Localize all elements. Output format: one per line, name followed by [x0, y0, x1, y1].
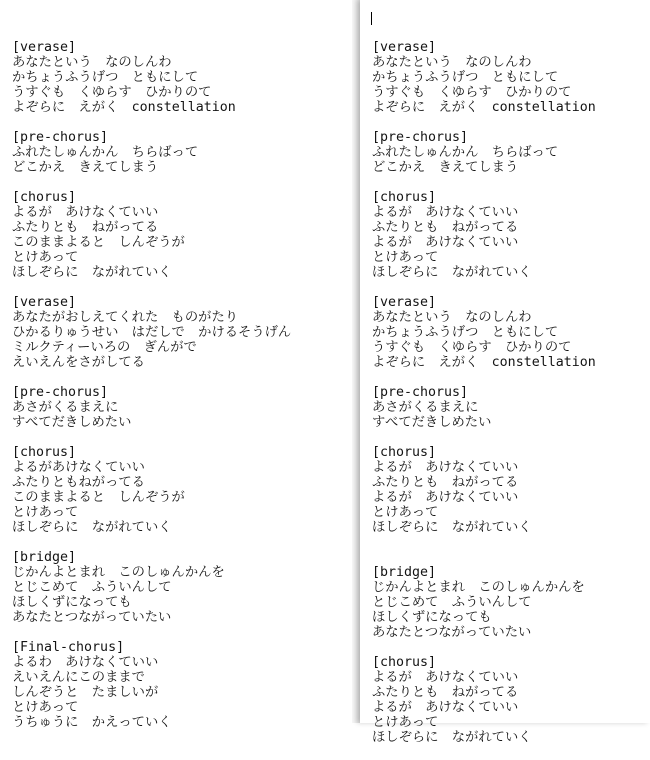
editor-line: しんぞうと たましいが [12, 685, 159, 700]
editor-line: とけあって [12, 250, 79, 265]
editor-line: [pre-chorus] [372, 385, 469, 400]
editor-line: えいえんにこのままで [12, 670, 145, 685]
editor-line: [pre-chorus] [372, 130, 469, 145]
editor-line: [chorus] [372, 190, 437, 205]
editor-line [372, 640, 650, 655]
editor-line: あなたという なのしんわ [372, 310, 532, 325]
editor-line: ふたりともねがってる [12, 475, 145, 490]
editor-line: ふたりとも ねがってる [12, 220, 159, 235]
editor-line: ふたりとも ねがってる [372, 685, 519, 700]
editor-line: ほしぞらに ながれていく [12, 520, 172, 535]
editor-line: ひかるりゅうせい はだしで かけるそうげん [12, 325, 292, 340]
editor-line: あなたという なのしんわ [12, 55, 172, 70]
right-text-editor[interactable] [360, 0, 650, 745]
editor-line: ほしぞらに ながれていく [372, 730, 532, 745]
editor-line: ふれたしゅんかん ちらばって [12, 145, 199, 160]
editor-line [372, 535, 650, 550]
editor-line: [Final-chorus] [12, 640, 125, 655]
editor-line: [chorus] [12, 445, 77, 460]
editor-line: このままよると しんぞうが [12, 490, 185, 505]
text-cursor [371, 12, 372, 25]
editor-line: よるが あけなくていい [12, 205, 159, 220]
editor-line: [chorus] [372, 655, 437, 670]
editor-line: よるが あけなくていい [372, 460, 519, 475]
editor-line: ほしぞらに ながれていく [372, 520, 532, 535]
editor-line: じかんよとまれ このしゅんかんを [372, 580, 585, 595]
editor-line [12, 280, 352, 295]
editor-line: [verase] [12, 295, 77, 310]
editor-line: あなたがおしえてくれた ものがたり [12, 310, 239, 325]
editor-line: とけあって [372, 505, 439, 520]
right-editor-lines [360, 30, 650, 745]
editor-line [12, 625, 352, 640]
editor-line: かちょうふうげつ ともにして [12, 70, 199, 85]
editor-line: うすぐも くゆらす ひかりのて [372, 340, 572, 355]
editor-line: よるが あけなくていい [372, 700, 519, 715]
editor-line: [pre-chorus] [12, 385, 109, 400]
editor-line: [verase] [12, 40, 77, 55]
editor-line: ミルクティーいろの ぎんがで [12, 340, 197, 355]
editor-line [12, 430, 352, 445]
editor-line: とけあって [12, 700, 79, 715]
editor-line: [chorus] [12, 190, 77, 205]
editor-line: ほしくずになっても [12, 595, 132, 610]
editor-line: じかんよとまれ このしゅんかんを [12, 565, 225, 580]
editor-line: うすぐも くゆらす ひかりのて [12, 85, 212, 100]
editor-line: よるが あけなくていい [372, 205, 519, 220]
editor-line: よるが あけなくていい [372, 235, 519, 250]
editor-line [12, 535, 352, 550]
editor-line: とけあって [12, 505, 79, 520]
editor-line: このままよると しんぞうが [12, 235, 185, 250]
editor-line: [pre-chorus] [12, 130, 109, 145]
editor-line: どこかえ きえてしまう [12, 160, 159, 175]
editor-line: よるがあけなくていい [12, 460, 145, 475]
editor-line: うすぐも くゆらす ひかりのて [372, 85, 572, 100]
editor-line: ほしぞらに ながれていく [372, 265, 532, 280]
editor-line [372, 430, 650, 445]
editor-line: よぞらに えがく constellation [12, 100, 236, 115]
editor-line: すべてだきしめたい [372, 415, 492, 430]
editor-line: とけあって [372, 715, 439, 730]
editor-line [372, 175, 650, 190]
editor-line [372, 280, 650, 295]
editor-line [372, 550, 650, 565]
left-editor-lines [0, 30, 352, 730]
editor-line: ふたりとも ねがってる [372, 220, 519, 235]
editor-line: よぞらに えがく constellation [372, 100, 596, 115]
editor-line: [bridge] [12, 550, 77, 565]
editor-line: うちゅうに かえっていく [12, 715, 172, 730]
editor-line: かちょうふうげつ ともにして [372, 325, 559, 340]
editor-line: あなたとつながっていたい [12, 610, 172, 625]
pane-splitter[interactable] [352, 0, 360, 723]
editor-line [372, 370, 650, 385]
editor-line: よぞらに えがく constellation [372, 355, 596, 370]
editor-line [12, 370, 352, 385]
editor-line: あさがくるまえに [12, 400, 119, 415]
editor-line: あなたとつながっていたい [372, 625, 532, 640]
editor-line: すべてだきしめたい [12, 415, 132, 430]
editor-line: あなたという なのしんわ [372, 55, 532, 70]
editor-line: よるが あけなくていい [372, 670, 519, 685]
editor-line: ほしぞらに ながれていく [12, 265, 172, 280]
editor-line: ほしくずになっても [372, 610, 492, 625]
editor-line: どこかえ きえてしまう [372, 160, 519, 175]
editor-line: とじこめて ふういんして [372, 595, 532, 610]
editor-line [12, 115, 352, 130]
editor-line: あさがくるまえに [372, 400, 479, 415]
editor-line: とじこめて ふういんして [12, 580, 172, 595]
editor-line: とけあって [372, 250, 439, 265]
editor-line [372, 115, 650, 130]
editor-line: かちょうふうげつ ともにして [372, 70, 559, 85]
editor-line: よるが あけなくていい [372, 490, 519, 505]
editor-line: ふれたしゅんかん ちらばって [372, 145, 559, 160]
editor-line: [bridge] [372, 565, 437, 580]
editor-line: えいえんをさがしてる [12, 355, 145, 370]
editor-line: [chorus] [372, 445, 437, 460]
editor-line: よるわ あけなくていい [12, 655, 159, 670]
editor-line: [verase] [372, 40, 437, 55]
editor-line [12, 175, 352, 190]
editor-line: ふたりとも ねがってる [372, 475, 519, 490]
editor-line: [verase] [372, 295, 437, 310]
